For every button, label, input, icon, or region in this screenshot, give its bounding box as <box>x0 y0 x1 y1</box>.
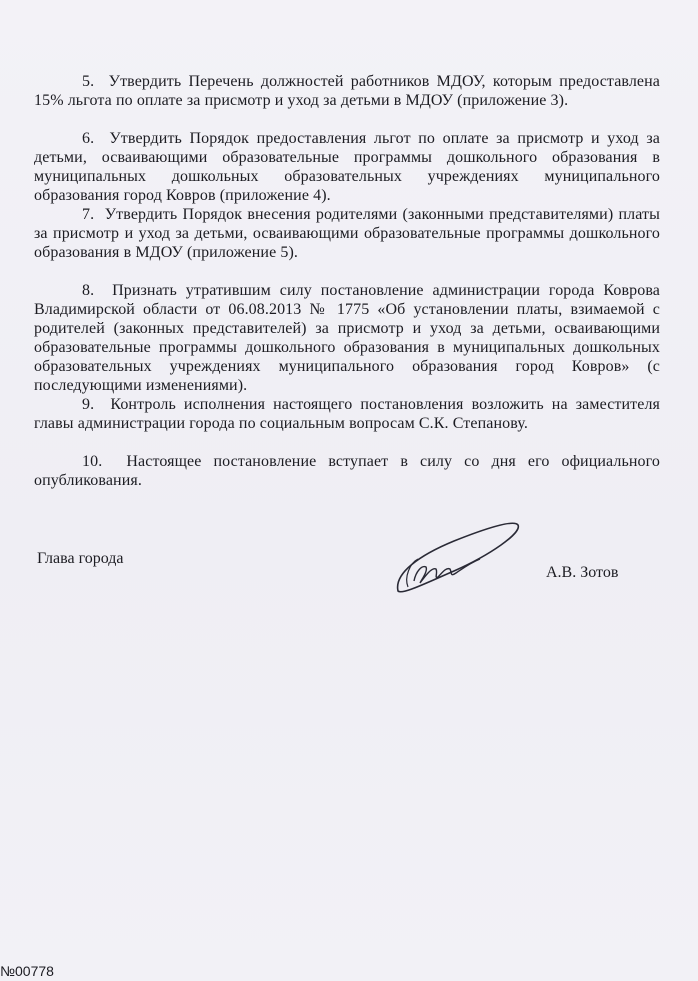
signatory-name: А.В. Зотов <box>546 564 619 581</box>
signature-icon <box>392 515 524 597</box>
paragraph-5-text: 5. Утвердить Перечень должностей работников МДОУ, которым предоставлена 15% льгота по оплате за присмотр и уход за детьми в МДОУ (приложение 3). <box>34 73 660 109</box>
paragraph-7 <box>34 205 660 262</box>
paragraph-9 <box>34 395 660 433</box>
paragraph-6-text: 6. Утвердить Порядок предоставления льгот по оплате за присмотр и уход за детьми, осваивающими образовательные программы дошкольного образования в муниципальных дошкольных образовательных учреждениях муниципального образования город Ковров (приложение 4). <box>34 130 660 204</box>
paragraph-7-text: 7. Утвердить Порядок внесения родителями (законными представителями) платы за присмотр и уход за детьми, осваивающими образовательные программы дошкольного образования в МДОУ (приложение 5). <box>34 206 660 261</box>
paragraph-10-text: 10. Настоящее постановление вступает в силу со дня его официального опубликования. <box>34 453 660 489</box>
paragraph-9-text: 9. Контроль исполнения настоящего постановления возложить на заместителя главы администрации города по социальным вопросам С.К. Степанову. <box>34 396 660 432</box>
paragraph-10 <box>34 452 660 490</box>
paragraph-8 <box>34 281 660 395</box>
paragraph-5 <box>34 72 660 110</box>
position-title: Глава города <box>37 550 124 567</box>
paragraph-8-text: 8. Признать утратившим силу постановление администрации города Коврова Владимирской области от 06.08.2013 № 1775 «Об установлении платы, взимаемой с родителей (законных представителей) за присмотр и уход за детьми, осваивающими образовательные программы дошкольного образования в муниципальных дошкольных образовательных учреждениях муниципального образования город Ковров» (с последующими изменениями). <box>34 282 660 394</box>
paragraph-6 <box>34 129 660 205</box>
document-number: №00778 <box>0 963 54 979</box>
